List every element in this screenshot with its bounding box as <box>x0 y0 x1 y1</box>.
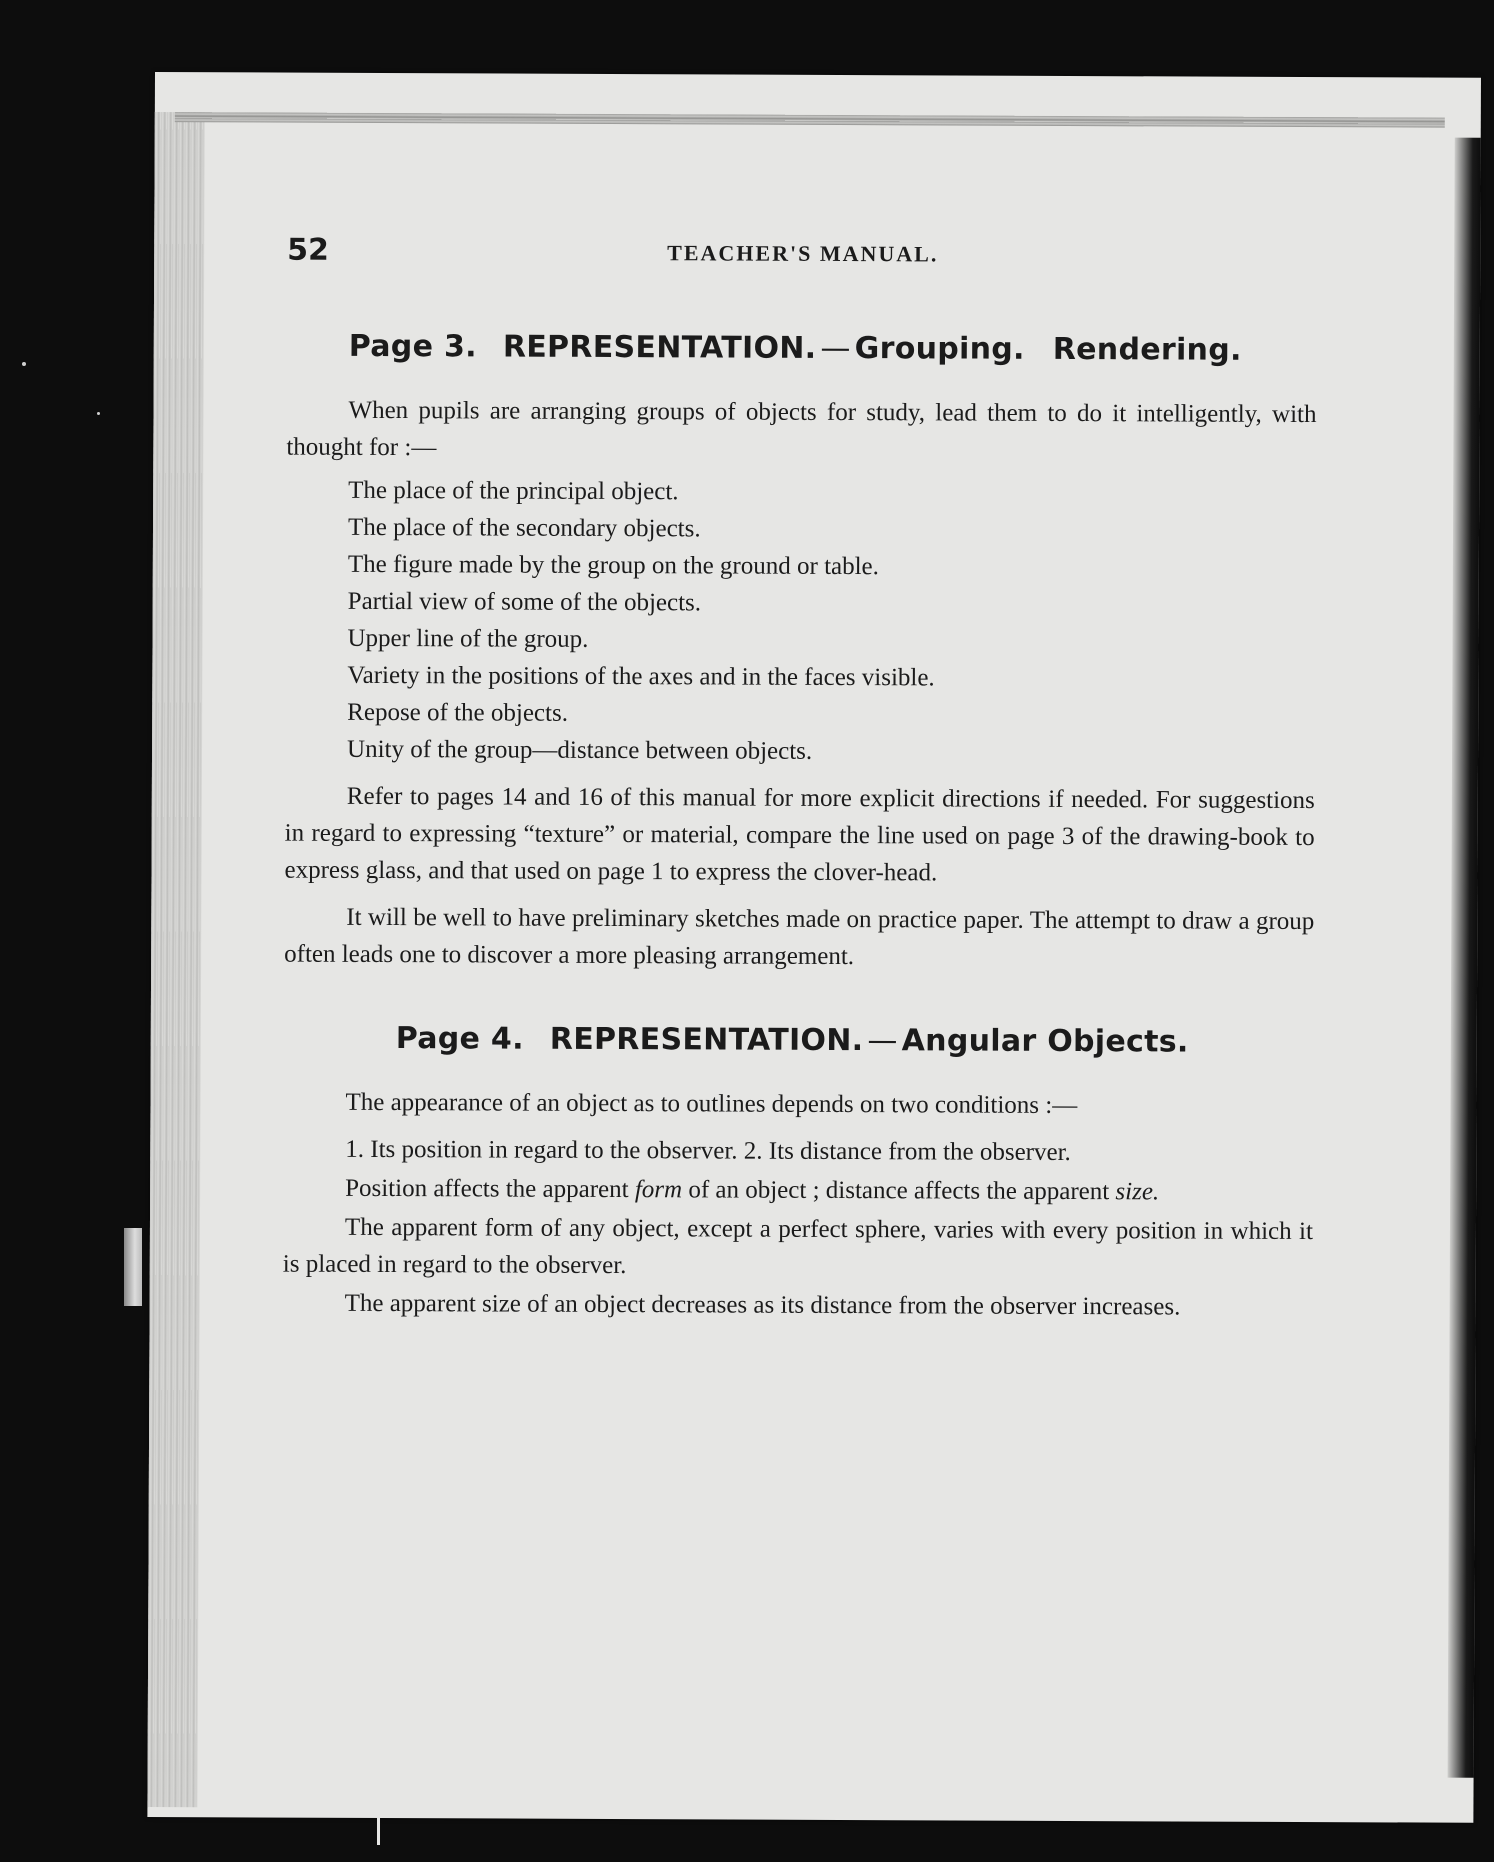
heading-subtitle: Rendering. <box>1052 331 1242 368</box>
paragraph: When pupils are arranging groups of objects for study, lead them to do it intelligently, with thought for :— <box>286 396 1317 462</box>
scan-speck <box>22 362 26 366</box>
emphasis: form <box>634 1176 683 1204</box>
page-number: 52 <box>287 232 330 268</box>
list-item: Unity of the group—distance between objects. <box>346 735 813 765</box>
list-item: Repose of the objects. <box>347 698 569 727</box>
paragraph: It will be well to have preliminary sketches made on practice paper. The attempt to draw a group often leads one to discover a more pleasing arrangement. <box>284 903 1315 971</box>
corner-mark <box>377 1802 402 1845</box>
paragraph: 1. Its position in regard to the observer. 2. Its distance from the observer. <box>345 1135 1071 1167</box>
grouping-list <box>285 472 1316 772</box>
text-run: of an object ; distance affects the apparent <box>682 1176 1116 1206</box>
paragraph <box>283 1170 1313 1211</box>
heading-title: REPRESENTATION. <box>502 329 817 366</box>
page-edge-stack <box>147 112 204 1807</box>
heading-page-ref: Page 3. <box>348 328 477 365</box>
section-page-3 <box>284 329 1317 977</box>
text-run: Position affects the apparent <box>345 1174 635 1204</box>
section-heading <box>396 1021 1314 1060</box>
emphasis: size. <box>1115 1178 1160 1206</box>
page-right-shadow <box>1448 138 1481 1778</box>
scan-speck <box>97 412 100 415</box>
heading-subtitle: Angular Objects. <box>901 1023 1189 1060</box>
book-page <box>147 72 1481 1823</box>
list-item: The place of the secondary objects. <box>347 513 701 543</box>
page-top-edge <box>175 112 1445 128</box>
heading-dash: — <box>820 330 851 367</box>
paragraph: The apparent form of any object, except a perfect sphere, varies with every position in which it is placed in regard to the observer. <box>282 1213 1314 1280</box>
running-title: TEACHER'S MANUAL. <box>667 240 939 267</box>
binding-clip <box>124 1228 142 1306</box>
heading-title: REPRESENTATION. <box>549 1021 864 1059</box>
paragraph: The apparent size of an object decreases as its distance from the observer increases. <box>344 1289 1181 1321</box>
running-head <box>287 233 1317 283</box>
heading-dash: — <box>867 1023 898 1059</box>
paragraph: The appearance of an object as to outlines depends on two conditions :— <box>345 1088 1078 1120</box>
list-item: Partial view of some of the objects. <box>347 587 702 617</box>
heading-subtitle: Grouping. <box>854 331 1025 367</box>
list-item: The place of the principal object. <box>348 476 679 506</box>
section-heading <box>349 329 1317 368</box>
list-item: Upper line of the group. <box>347 624 589 653</box>
list-item: Variety in the positions of the axes and in the faces visible. <box>347 661 935 692</box>
page-text <box>283 233 1318 1326</box>
list-item: The figure made by the group on the ground or table. <box>347 550 880 581</box>
section-page-4 <box>283 1021 1314 1326</box>
paragraph: Refer to pages 14 and 16 of this manual for more explicit directions if needed. For suggestions in regard to expressing “texture” or material, compare the line used on page 3 of the drawing-book to express glass, and that used on page 1 to express the clover-head. <box>284 782 1315 887</box>
heading-page-ref: Page 4. <box>395 1021 524 1057</box>
